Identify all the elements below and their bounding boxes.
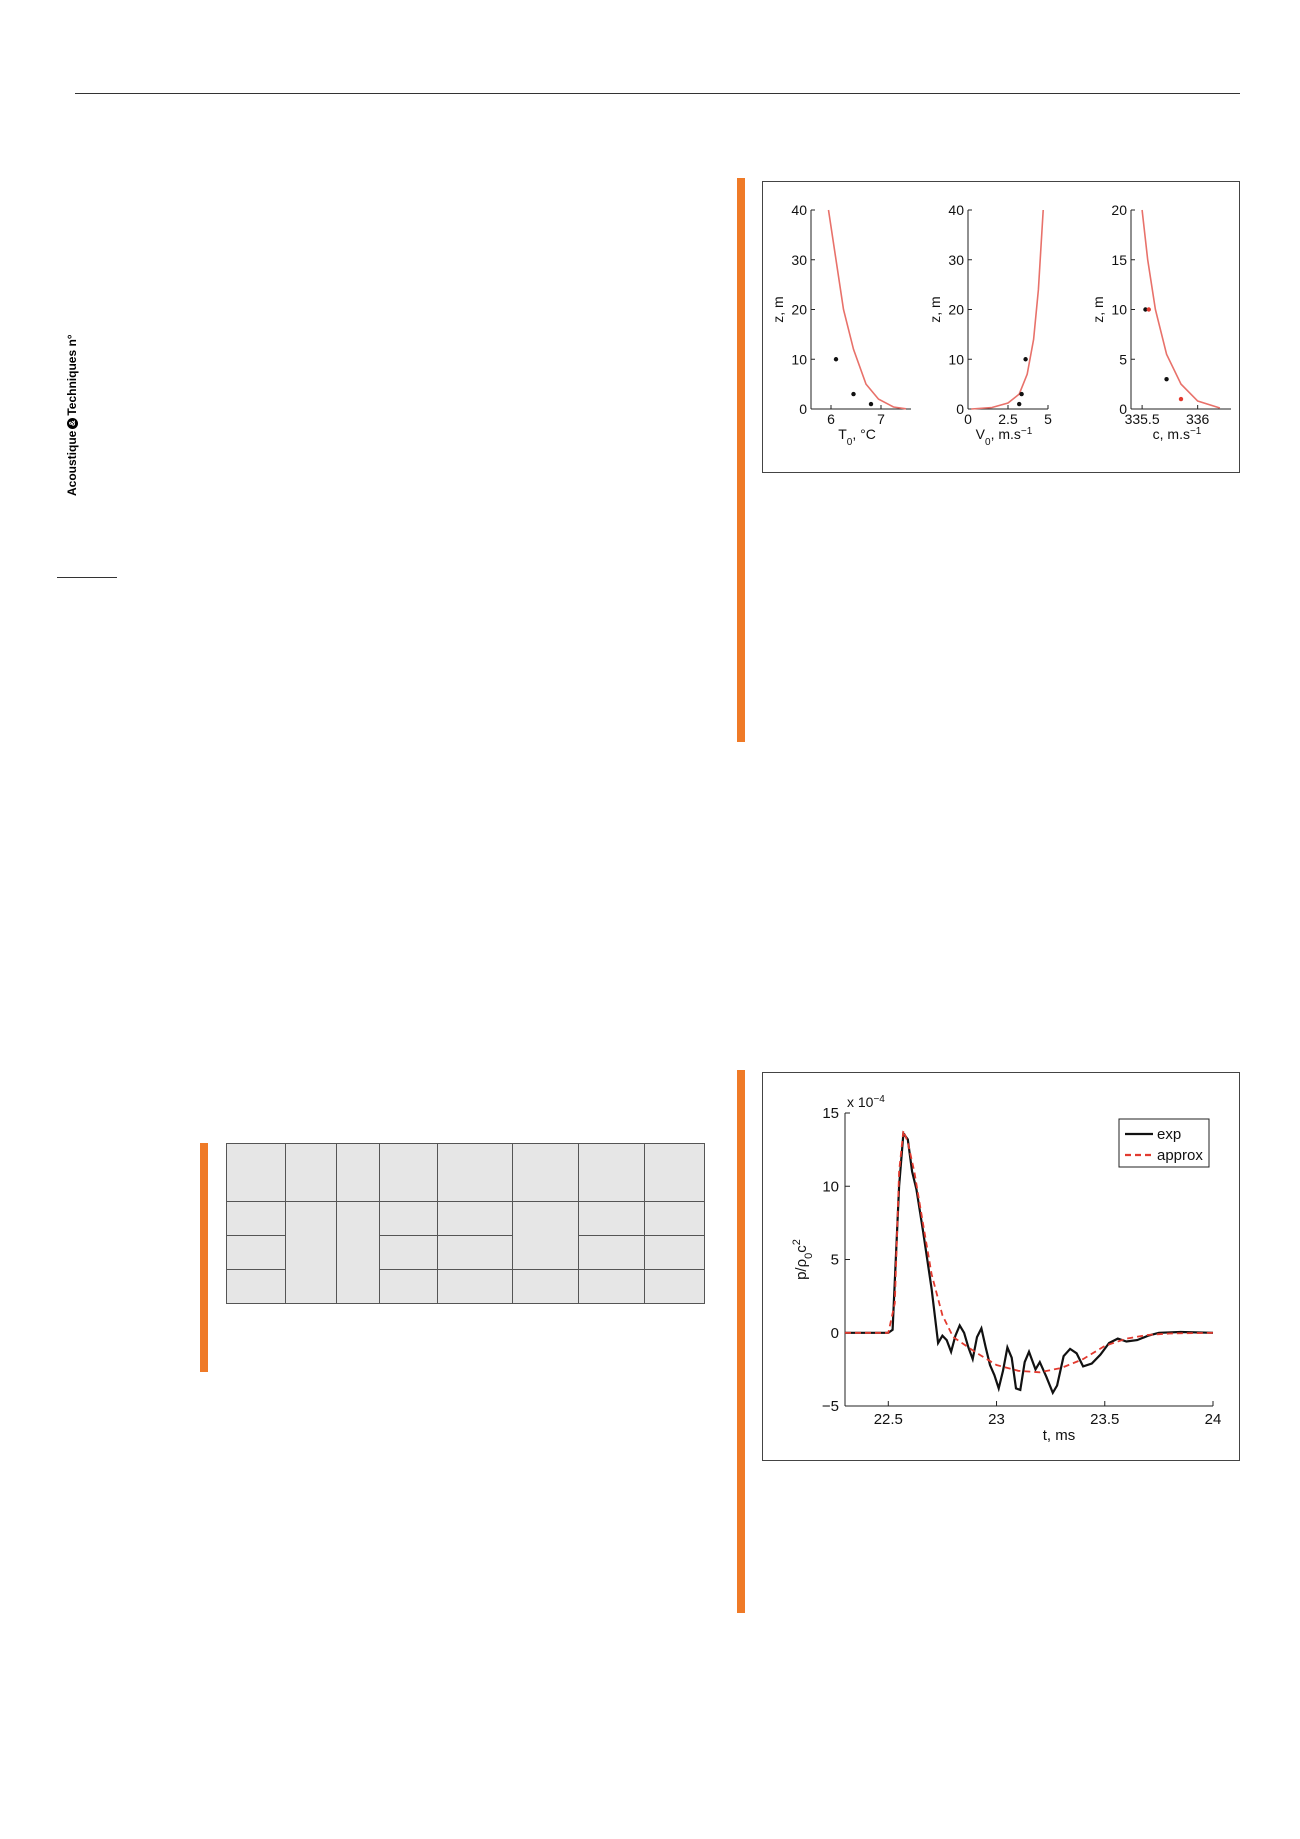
table-cell: [379, 1144, 437, 1202]
y-tick-label: 0: [799, 401, 807, 417]
x-tick-label: 24: [1204, 1411, 1222, 1428]
journal-name-part2: Techniques n°: [65, 334, 79, 416]
table-cell: [437, 1202, 513, 1236]
y-tick-label: 10: [822, 1178, 839, 1196]
table-cell: [285, 1202, 336, 1304]
journal-side-label: [62, 296, 82, 496]
measurement-point: [834, 357, 838, 361]
x-tick-label: 22.5: [873, 1411, 903, 1428]
x-axis-label: c, $m.s^{-1}$: [1152, 425, 1202, 442]
table-cell: [645, 1236, 705, 1270]
table-cell: [645, 1270, 705, 1304]
table-cell: [437, 1270, 513, 1304]
x-tick-label: 335.5: [1124, 411, 1160, 427]
y-tick-label: 20: [1111, 202, 1127, 218]
y-tick-label: 5: [1119, 351, 1127, 368]
table-cell: [379, 1236, 437, 1270]
measurement-point: [851, 392, 855, 396]
series-line-exp: [845, 1134, 1213, 1393]
x-tick-label: 5: [1044, 411, 1052, 427]
table-cell: [336, 1144, 379, 1202]
table-cell: [285, 1144, 336, 1202]
table-cell: [227, 1144, 286, 1202]
y-axis-label: z, m: [1090, 296, 1106, 323]
table-cell: [513, 1144, 579, 1202]
table-cell: [579, 1202, 645, 1236]
measurement-point: [869, 402, 873, 406]
table1: [226, 1143, 705, 1304]
side-rule: [57, 577, 117, 578]
table-cell: [579, 1144, 645, 1202]
profile-curve: [971, 210, 1043, 409]
figure1-box: [762, 181, 1240, 473]
table-cell: [227, 1202, 286, 1236]
table-cell: [437, 1144, 513, 1202]
measurement-point-red: [1147, 307, 1151, 311]
y-tick-label: 15: [822, 1105, 839, 1122]
y-tick-label: 15: [1111, 251, 1127, 268]
y-axis-label: $p/\rho_0c^2$: [791, 1239, 815, 1280]
y-tick-label: 20: [791, 301, 807, 318]
measurement-point: [1023, 357, 1027, 361]
table-cell: [379, 1270, 437, 1304]
figure1-accent-bar: [737, 178, 745, 742]
table-cell: [437, 1236, 513, 1270]
x-tick-label: 23.5: [1090, 1411, 1120, 1428]
y-tick-label: 0: [956, 401, 964, 417]
y-tick-label: 40: [791, 202, 807, 218]
legend-label-approx: approx: [1157, 1147, 1203, 1164]
measurement-point: [1019, 392, 1023, 396]
x-tick-label: 6: [827, 411, 835, 427]
figure2-accent-bar: [737, 1070, 745, 1613]
journal-name-part1: Acoustique: [65, 430, 79, 496]
table-cell: [579, 1270, 645, 1304]
y-tick-label: 10: [791, 351, 807, 368]
table-cell: [513, 1270, 579, 1304]
x-axis-label: $T_0$, °C: [838, 426, 876, 448]
y-tick-label: 30: [948, 251, 964, 268]
table-cell: [227, 1270, 286, 1304]
table-cell: [579, 1236, 645, 1270]
table-cell: [227, 1236, 286, 1270]
y-tick-label: −5: [821, 1398, 839, 1415]
y-tick-label: 30: [791, 251, 807, 268]
table-cell: [645, 1144, 705, 1202]
x-axis-label: $V_0$, $m.s^{-1}$: [975, 425, 1033, 448]
table-cell: [336, 1202, 379, 1304]
y-tick-label: 5: [830, 1251, 839, 1269]
measurement-point: [1017, 402, 1021, 406]
measurement-point-red: [1179, 397, 1183, 401]
y-tick-label: 40: [948, 202, 964, 218]
y-tick-label: 10: [948, 351, 964, 368]
y-axis-label: z, m: [927, 296, 943, 323]
y-multiplier: x $10^{-4}$: [847, 1093, 885, 1110]
ampersand-logo-icon: &: [67, 418, 78, 429]
x-tick-label: 2.5: [998, 411, 1018, 427]
table-cell: [379, 1202, 437, 1236]
y-axis-label: z, m: [770, 296, 786, 323]
measurement-point: [1164, 377, 1168, 381]
legend-label-exp: exp: [1157, 1126, 1182, 1143]
x-axis-label: t, ms: [1042, 1427, 1076, 1444]
x-tick-label: 0: [964, 411, 972, 427]
x-tick-label: 23: [988, 1411, 1005, 1428]
profile-curve: [829, 210, 907, 409]
y-tick-label: 20: [948, 301, 964, 318]
table-row: [227, 1202, 705, 1236]
y-tick-label: 0: [1119, 401, 1127, 417]
x-tick-label: 336: [1185, 411, 1210, 427]
table-cell: [645, 1202, 705, 1236]
y-tick-label: 10: [1111, 301, 1127, 318]
figure2-pressure-waveform: [763, 1073, 1239, 1460]
table1-accent-bar: [200, 1143, 208, 1372]
y-tick-label: 0: [830, 1324, 839, 1342]
x-tick-label: 7: [877, 411, 885, 427]
table-cell: [513, 1202, 579, 1270]
profile-curve: [1142, 210, 1220, 408]
table-row: [227, 1144, 705, 1202]
header-rule: [75, 93, 1240, 94]
figure2-box: [762, 1072, 1240, 1461]
figure1-profiles: [763, 182, 1239, 472]
